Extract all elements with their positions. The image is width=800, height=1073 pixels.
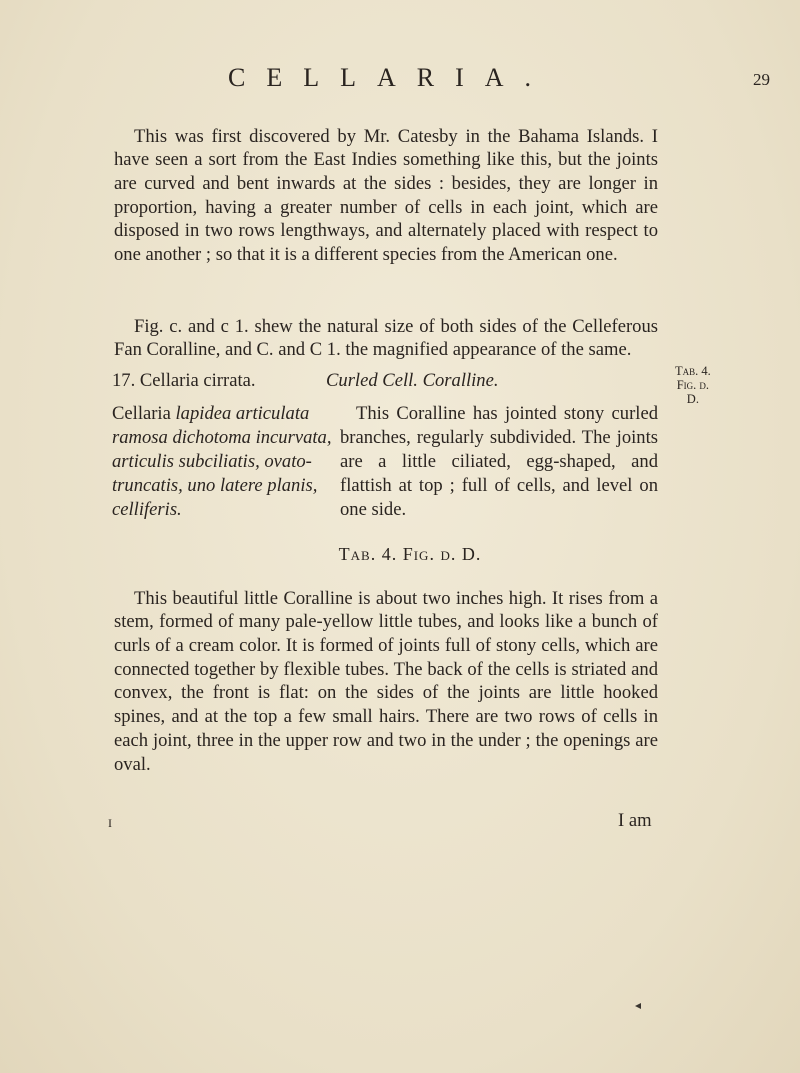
margin-reference [675, 364, 711, 406]
intro-paragraph: This was first discovered by Mr. Catesby in the Bahama Islands. I have seen a sort from the East Indies something like this, but the joints are curved and bent inwards at the sides : besides, they are longer in proportion, having a greater number of cells in each joint, which are disposed in two rows lengthways, and alternately placed with respect to one another ; so that it is a different species from the American one. [114, 125, 658, 266]
signature-mark: I [108, 816, 112, 830]
latin-genus: Cellaria [112, 403, 171, 424]
margin-ref-tab: Tab. 4. [675, 364, 711, 378]
margin-ref-fig: Fig. d. [676, 378, 710, 392]
figure-reference-text: Tab. 4. Fig. d. D. [338, 544, 482, 564]
page-number: 29 [753, 70, 770, 89]
description-text: This Coralline has jointed stony curled branches, regularly subdivided. The joints are a little ciliated, egg-shaped, and flattish at top ; full of cells, and level on one side. [340, 403, 658, 520]
entry-number-name: 17. Cellaria cirrata. [112, 370, 256, 391]
running-title: CELLARIA. [228, 63, 553, 92]
latin-diagnosis: lapidea articulata ramosa dichotoma incurvata, articulis subciliatis, ovato-truncatis, uno latere planis, celliferis. [112, 403, 332, 520]
catchword: I am [618, 810, 652, 831]
running-head [0, 58, 800, 98]
main-paragraph: This beautiful little Coralline is about two inches high. It rises from a stem, formed of many pale-yellow little tubes, and looks like a bunch of curls of a cream color. It is formed of joints full of stony cells, which are connected together by flexible tubes. The back of the cells is striated and convex, the front is flat: on the sides of the joints are little hooked spines, and at the top a few small hairs. There are two rows of cells in each joint, three in the upper row and two in the under ; the openings are oval. [114, 587, 658, 775]
ink-blot-icon [634, 1002, 642, 1010]
figure-paragraph: Fig. c. and c 1. shew the natural size of both sides of the Celleferous Fan Coralline, and C. and C 1. the magnified appearance of the same. [114, 315, 658, 361]
figure-reference [0, 541, 800, 567]
english-description [340, 402, 658, 522]
latin-description [112, 402, 348, 522]
entry-common-name: Curled Cell. Coralline. [326, 370, 499, 391]
margin-ref-d: D. [686, 392, 699, 406]
